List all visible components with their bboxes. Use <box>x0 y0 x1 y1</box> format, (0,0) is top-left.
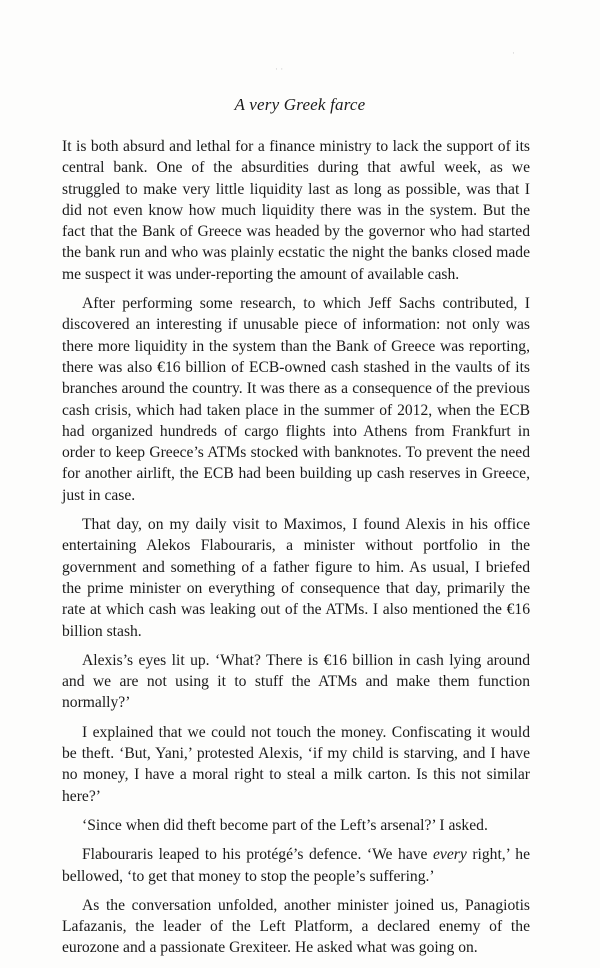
paragraph-1: It is both absurd and lethal for a finance ministry to lack the support of its central bank. One of the absurdities during that awful week, as we struggled to make very little liquidity last as long as possible, was that I did not even know how much liquidity there was in the system. But the fact that the Bank of Greece was headed by the governor who had started the bank run and who was plainly ecstatic the night the banks closed made me suspect it was under-reporting the amount of available cash. <box>62 138 530 283</box>
paragraph-7-start: Flabouraris leaped to his protégé’s defence. ‘We have <box>82 846 434 864</box>
scan-speck: · <box>512 48 515 58</box>
paragraph-3: That day, on my daily visit to Maximos, I found Alexis in his office entertaining Alekos Flabouraris, a minister without portfolio in the government and something of a father figure to him. As usual, I briefed the prime minister on everything of consequence that day, primarily the rate at which cash was leaking out of the ATMs. I also mentioned the €16 billion stash. <box>62 516 530 640</box>
paragraph-4: Alexis’s eyes lit up. ‘What? There is €16 billion in cash lying around and we are not using it to stuff the ATMs and make them function normally?’ <box>62 651 530 712</box>
paragraph-2: After performing some research, to which Jeff Sachs contributed, I discovered an interesting if unusable piece of information: not only was there more liquidity in the system than the Bank of Greece was reporting, there was also €16 billion of ECB-owned cash stashed in the vaults of its branches around the country. It was there as a consequence of the previous cash crisis, which had taken place in the summer of 2012, when the ECB had organized hundreds of cargo flights into Athens from Frankfurt in order to keep Greece’s ATMs stocked with banknotes. To prevent the need for another airlift, the ECB had been building up cash reserves in Greece, just in case. <box>62 295 530 504</box>
paragraph-7 <box>62 844 530 887</box>
paragraph-8: As the conversation unfolded, another minister joined us, Panagiotis Lafazanis, the leader of the Left Platform, a declared enemy of the eurozone and a passionate Grexiteer. He asked what was going on. <box>62 896 530 957</box>
paragraph-6: ‘Since when did theft become part of the Left’s arsenal?’ I asked. <box>82 816 488 834</box>
running-head: A very Greek farce <box>234 95 366 114</box>
body-text <box>62 136 530 967</box>
paragraph-7-emphasis: every <box>433 846 467 864</box>
scan-speck: · · <box>275 64 284 74</box>
paragraph-7-end: right,’ he bellowed, ‘to get that money to stop the people’s suffering.’ <box>62 846 530 885</box>
paragraph-5: I explained that we could not touch the money. Confiscating it would be theft. ‘But, Yani,’ protested Alexis, ‘if my child is starving, and I have no money, I have a moral right to steal a milk carton. Is this not similar here?’ <box>62 723 530 805</box>
